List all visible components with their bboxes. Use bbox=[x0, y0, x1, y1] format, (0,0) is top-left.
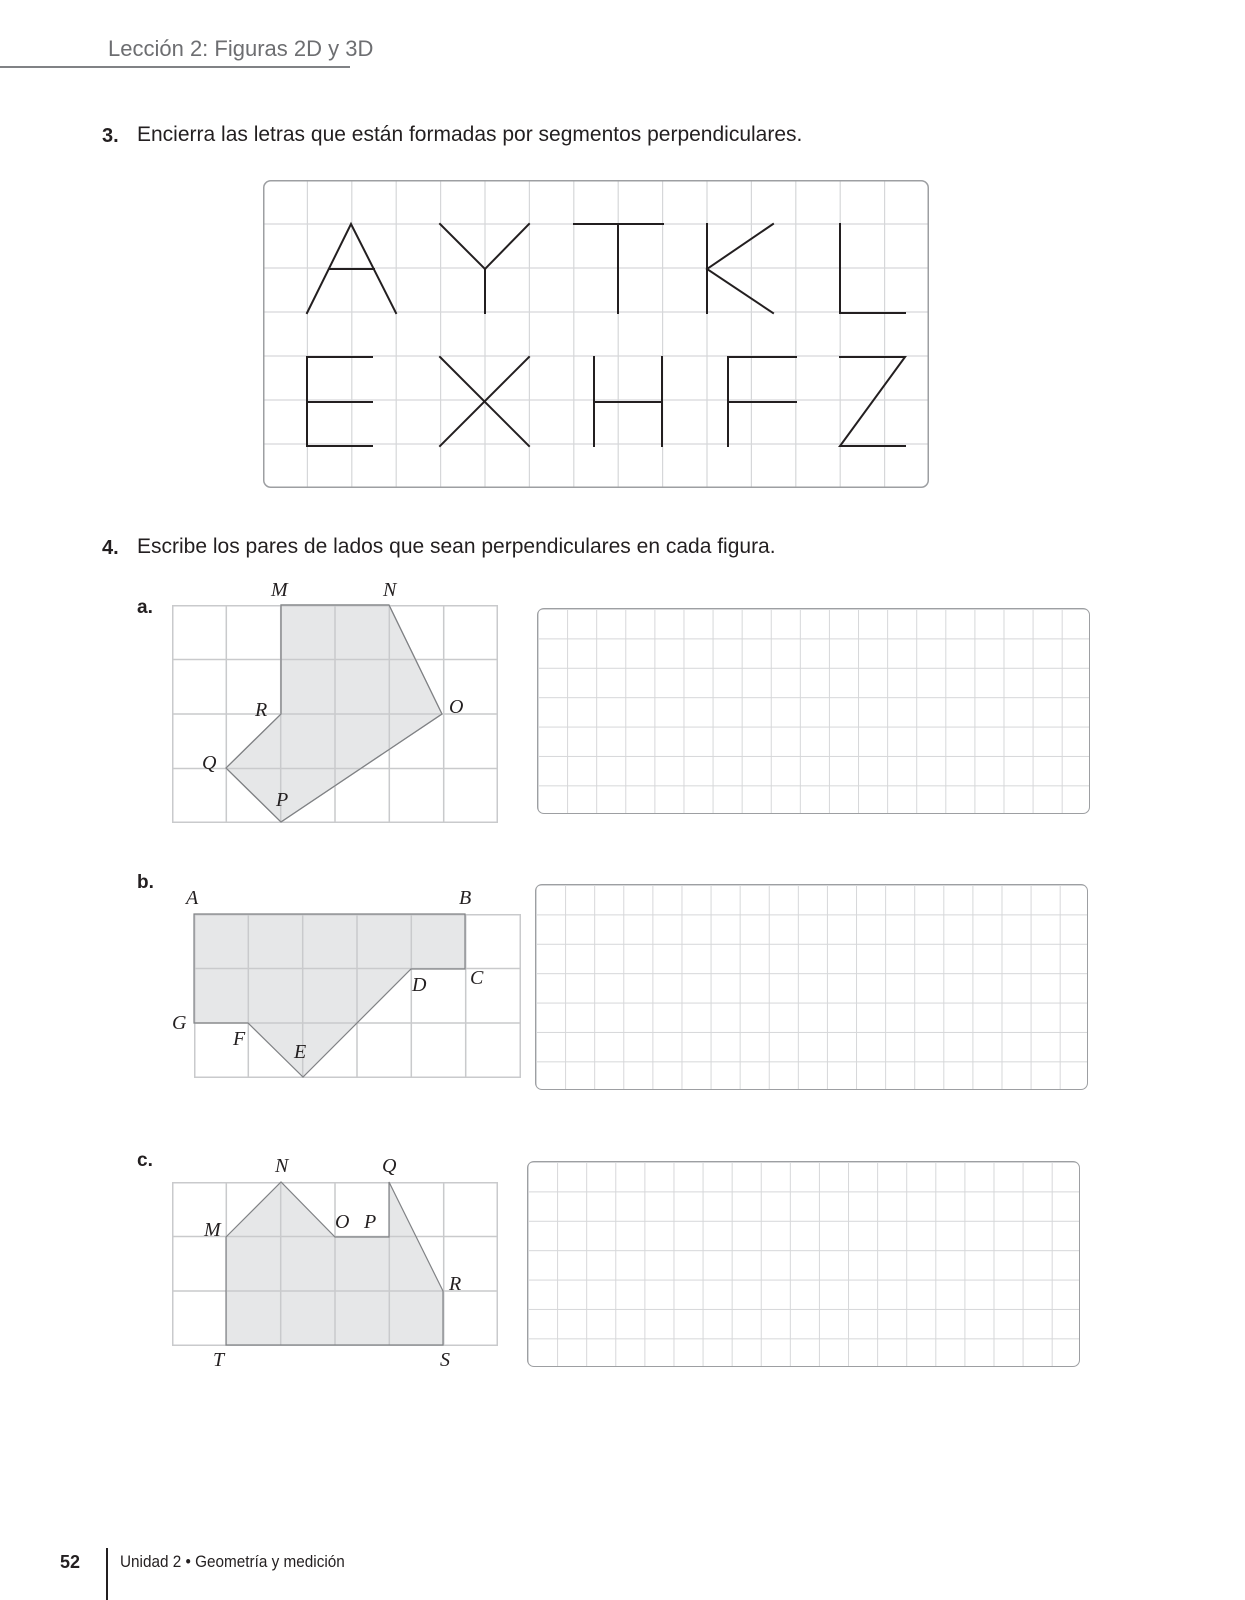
figure-b bbox=[194, 914, 521, 1078]
answer-grid-b[interactable] bbox=[535, 884, 1088, 1090]
vertex-label-R: R bbox=[449, 1273, 462, 1295]
letter-Z[interactable] bbox=[840, 357, 905, 446]
figure-c bbox=[172, 1182, 498, 1346]
footer-divider bbox=[106, 1548, 108, 1600]
vertex-label-N: N bbox=[383, 579, 397, 601]
vertex-label-N: N bbox=[275, 1155, 289, 1177]
vertex-label-M: M bbox=[204, 1219, 221, 1241]
letter-E[interactable] bbox=[307, 357, 372, 446]
page-number: 52 bbox=[60, 1552, 81, 1572]
footer-unit-text: Unidad 2 • Geometría y medición bbox=[120, 1552, 345, 1571]
part-a-label: a. bbox=[137, 597, 153, 618]
vertex-label-D: D bbox=[412, 974, 427, 996]
part-c-label: c. bbox=[137, 1150, 153, 1171]
lesson-title: Lección 2: Figuras 2D y 3D bbox=[108, 36, 374, 61]
vertex-label-Q: Q bbox=[382, 1155, 397, 1177]
vertex-label-G: G bbox=[172, 1012, 187, 1034]
letter-F[interactable] bbox=[728, 357, 796, 446]
vertex-label-A: A bbox=[186, 887, 199, 909]
vertex-label-O: O bbox=[335, 1211, 350, 1233]
vertex-label-P: P bbox=[276, 789, 289, 811]
vertex-label-O: O bbox=[449, 696, 464, 718]
figure-c-grid bbox=[172, 1182, 498, 1346]
vertex-label-Q: Q bbox=[202, 752, 217, 774]
part-b-label: b. bbox=[137, 872, 154, 893]
answer-grid-a[interactable] bbox=[537, 608, 1090, 814]
vertex-label-E: E bbox=[294, 1041, 307, 1063]
vertex-label-C: C bbox=[470, 967, 484, 989]
letter-H[interactable] bbox=[594, 357, 662, 446]
question-4-number: 4. bbox=[102, 537, 119, 559]
vertex-label-T: T bbox=[213, 1349, 225, 1371]
vertex-label-M: M bbox=[271, 579, 288, 601]
header-rule bbox=[0, 66, 350, 68]
vertex-label-R: R bbox=[255, 699, 268, 721]
question-3-text: Encierra las letras que están formadas por segmentos perpendiculares. bbox=[137, 123, 803, 146]
vertex-label-B: B bbox=[459, 887, 472, 909]
vertex-label-P: P bbox=[364, 1211, 377, 1233]
letters-grid bbox=[263, 180, 929, 488]
letters-grid-lines bbox=[263, 180, 929, 488]
vertex-label-S: S bbox=[440, 1349, 450, 1371]
answer-grid-c[interactable] bbox=[527, 1161, 1080, 1367]
question-4-text: Escribe los pares de lados que sean perpendiculares en cada figura. bbox=[137, 535, 776, 558]
question-3-number: 3. bbox=[102, 125, 119, 147]
vertex-label-F: F bbox=[233, 1028, 246, 1050]
